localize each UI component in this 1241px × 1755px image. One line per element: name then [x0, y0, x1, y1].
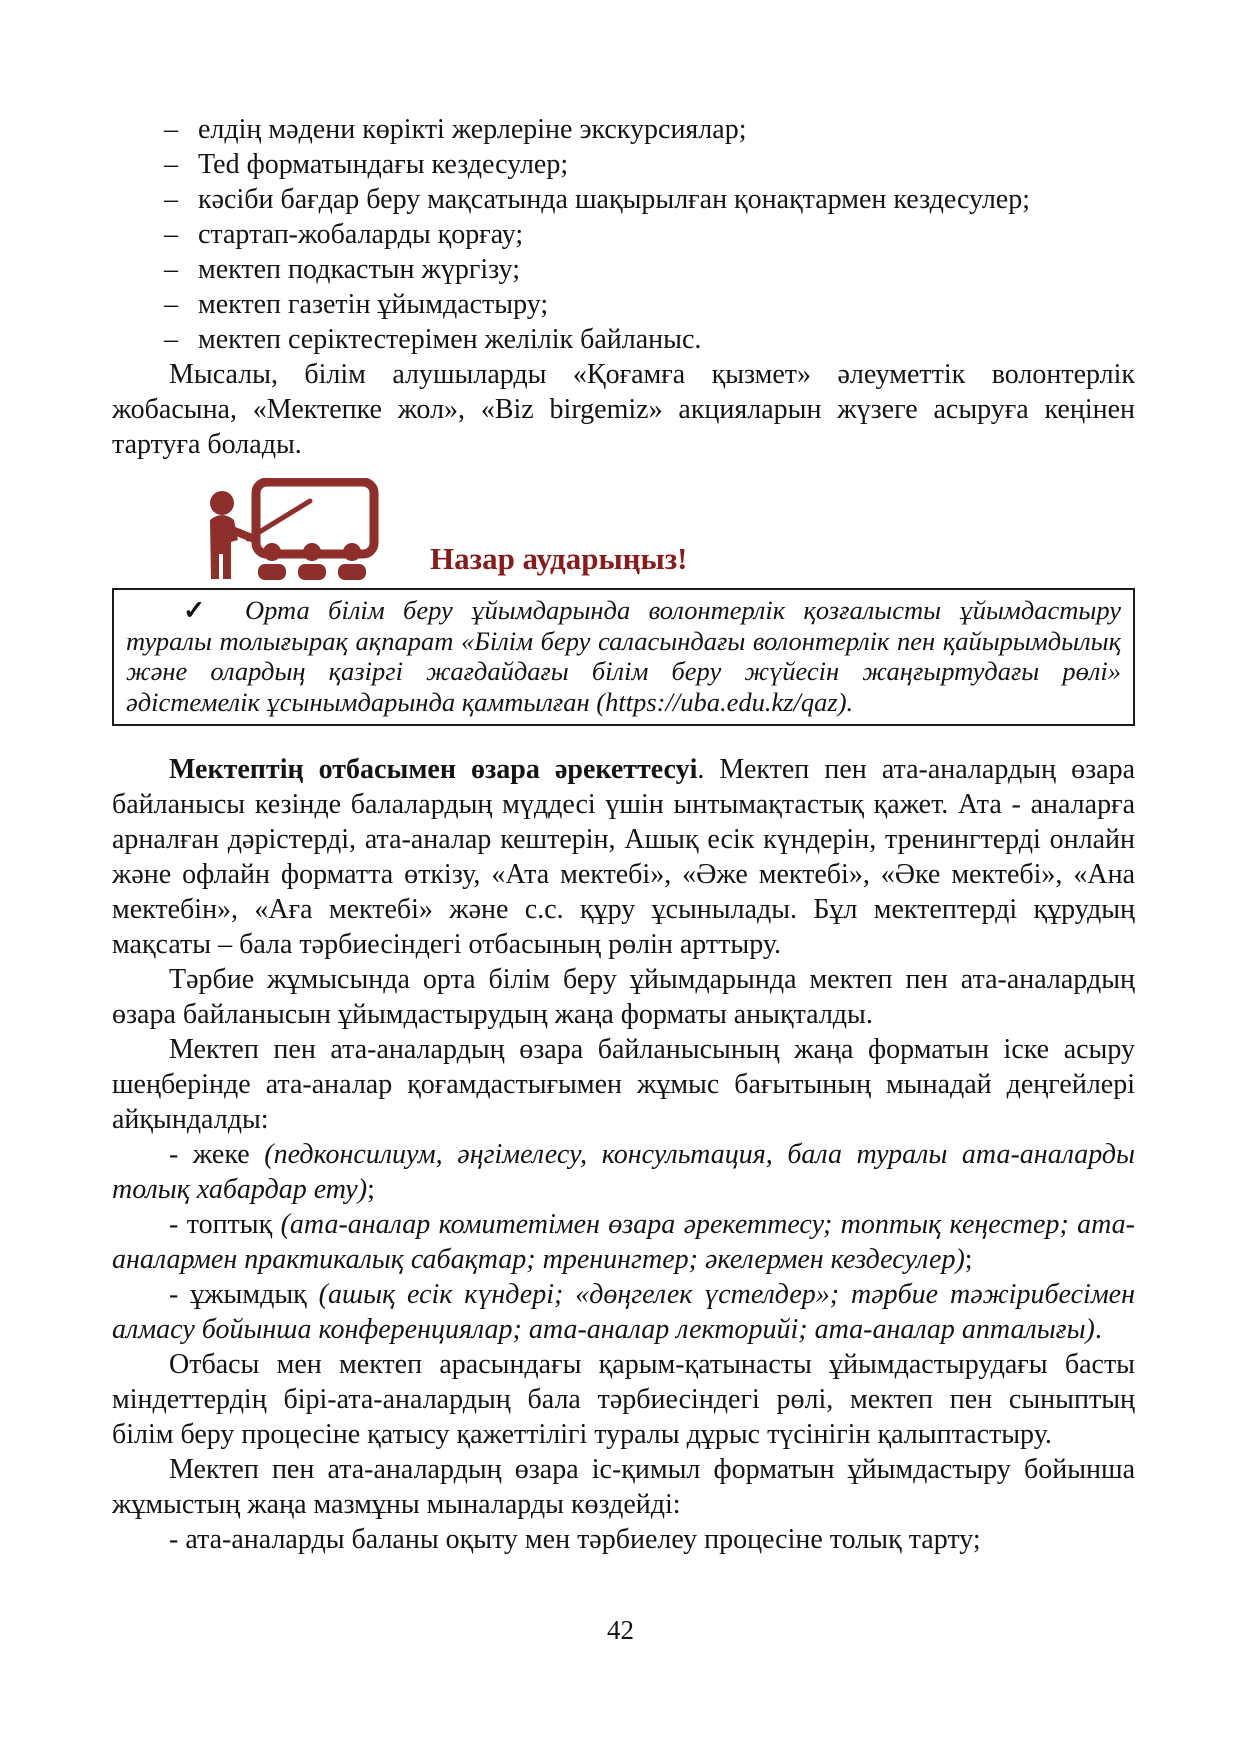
- level-detail: (ашық есік күндері; «дөңгелек үстелдер»; тәрбие тәжірибесімен алмасу бойынша конференциялар; ата-аналар лекторийі; ата-аналар апталығы): [112, 1279, 1135, 1345]
- level-term: - жеке: [169, 1139, 265, 1170]
- dash-marker: –: [164, 324, 178, 355]
- dash-list: [112, 112, 1135, 357]
- list-item: [112, 217, 1135, 252]
- levels-intro-paragraph: Мектеп пен ата-аналардың өзара байланысының жаңа форматын іске асыру шеңберінде ата-аналар қоғамдастығымен жұмыс бағытының мынадай деңгейлері айқындалды:: [112, 1034, 1135, 1135]
- dash-marker: –: [164, 254, 178, 285]
- level-item-group: [112, 1207, 1135, 1277]
- level-tail: ;: [964, 1244, 973, 1275]
- attention-title: Назар аударыңыз!: [430, 541, 688, 576]
- list-item: [112, 287, 1135, 322]
- list-item: [112, 182, 1135, 217]
- page-number: 42: [607, 1615, 634, 1645]
- new-format-paragraph: Тәрбие жұмысында орта білім беру ұйымдарында мектеп пен ата-аналардың өзара байланысын ұйымдастырудың жаңа форматы анықталды.: [112, 964, 1135, 1030]
- dash-marker: –: [164, 289, 178, 320]
- level-item-individual: [112, 1137, 1135, 1207]
- list-item-text: мектеп подкастын жүргізу;: [198, 254, 521, 285]
- list-item-text: елдің мәдени көрікті жерлеріне экскурсиялар;: [198, 114, 747, 145]
- level-detail: (педконсилиум, әңгімелесу, консультация, бала туралы ата-аналарды толық хабардар ету): [112, 1139, 1136, 1205]
- presenter-board-icon: [200, 478, 400, 580]
- note-text: [126, 595, 1121, 717]
- list-item-text: Ted форматындағы кездесулер;: [198, 149, 569, 180]
- list-item: [112, 252, 1135, 287]
- family-interaction-paragraph: [112, 752, 1135, 962]
- list-item: [112, 147, 1135, 182]
- level-item-collective: [112, 1277, 1135, 1347]
- list-item-text: стартап-жобаларды қорғау;: [198, 219, 524, 250]
- list-item: [112, 322, 1135, 357]
- intro-paragraph: Мысалы, білім алушыларды «Қоғамға қызмет» әлеуметтік волонтерлік жобасына, «Мектепке жол», «Biz birgemiz» акцияларын жүзеге асыруға кеңінен тартуға болады.: [112, 359, 1135, 460]
- dash-marker: –: [164, 219, 178, 250]
- level-tail: ;: [367, 1174, 375, 1205]
- checkmark-icon: ✓: [183, 595, 217, 625]
- level-detail: (ата-аналар комитетімен өзара әрекеттесу; топтық кеңестер; ата-аналармен практикалық сабақтар; тренингтер; әкелермен кездесулер): [112, 1209, 1135, 1275]
- list-item-text: мектеп серіктестерімен желілік байланыс.: [198, 324, 702, 355]
- dash-marker: –: [164, 149, 178, 180]
- list-item: [112, 112, 1135, 147]
- dash-marker: –: [164, 184, 178, 215]
- note-body: Орта білім беру ұйымдарында волонтерлік қозғалысты ұйымдастыру туралы толығырақ ақпарат «Білім беру саласындағы волонтерлік пен қайырымдылық және олардың қазіргі жағдайдағы білім беру жүйесін жаңғыртудағы рөлі» әдістемелік ұсынымдарында қамтылған (https://uba.edu.kz/qaz).: [126, 595, 1121, 717]
- new-content-item: - ата-аналарды баланы оқыту мен тәрбиелеу процесіне толық тарту;: [169, 1524, 981, 1555]
- note-box: [112, 588, 1135, 726]
- dash-marker: –: [164, 114, 178, 145]
- tasks-paragraph: Отбасы мен мектеп арасындағы қарым-қатынасты ұйымдастырудағы басты міндеттердің бірі-ата-аналардың бала тәрбиесіндегі рөлі, мектеп пен сыныптың білім беру процесіне қатысу қажеттілігі туралы дұрыс түсінігін қалыптастыру.: [112, 1349, 1135, 1450]
- attention-header: [200, 476, 1135, 580]
- level-term: - топтық: [169, 1209, 281, 1240]
- family-interaction-heading: Мектептің отбасымен өзара әрекеттесуі: [169, 754, 698, 785]
- new-content-intro-paragraph: Мектеп пен ата-аналардың өзара іс-қимыл форматын ұйымдастыру бойынша жұмыстың жаңа мазмұны мыналарды көздейді:: [112, 1454, 1135, 1520]
- list-item-text: мектеп газетін ұйымдастыру;: [198, 289, 549, 320]
- level-term: - ұжымдық: [169, 1279, 319, 1310]
- level-tail: .: [1094, 1314, 1102, 1345]
- list-item-text: кәсіби бағдар беру мақсатында шақырылған қонақтармен кездесулер;: [198, 184, 1031, 215]
- family-interaction-body: . Мектеп пен ата-аналардың өзара байланысы кезінде балалардың мүддесі үшін ынтымақтастық қажет. Ата - аналарға арналған дәрістерді, ата-аналар кештерін, Ашық есік күндерін, тренингтерді онлайн және офлайн форматта өткізу, «Ата мектебі», «Әже мектебі», «Әке мектебі», «Ана мектебін», «Аға мектебі» және с.с. құру ұсынылады. Бұл мектептерді құрудың мақсаты – бала тәрбиесіндегі отбасының рөлін арттыру.: [112, 754, 1135, 960]
- page-content: [112, 112, 1135, 1557]
